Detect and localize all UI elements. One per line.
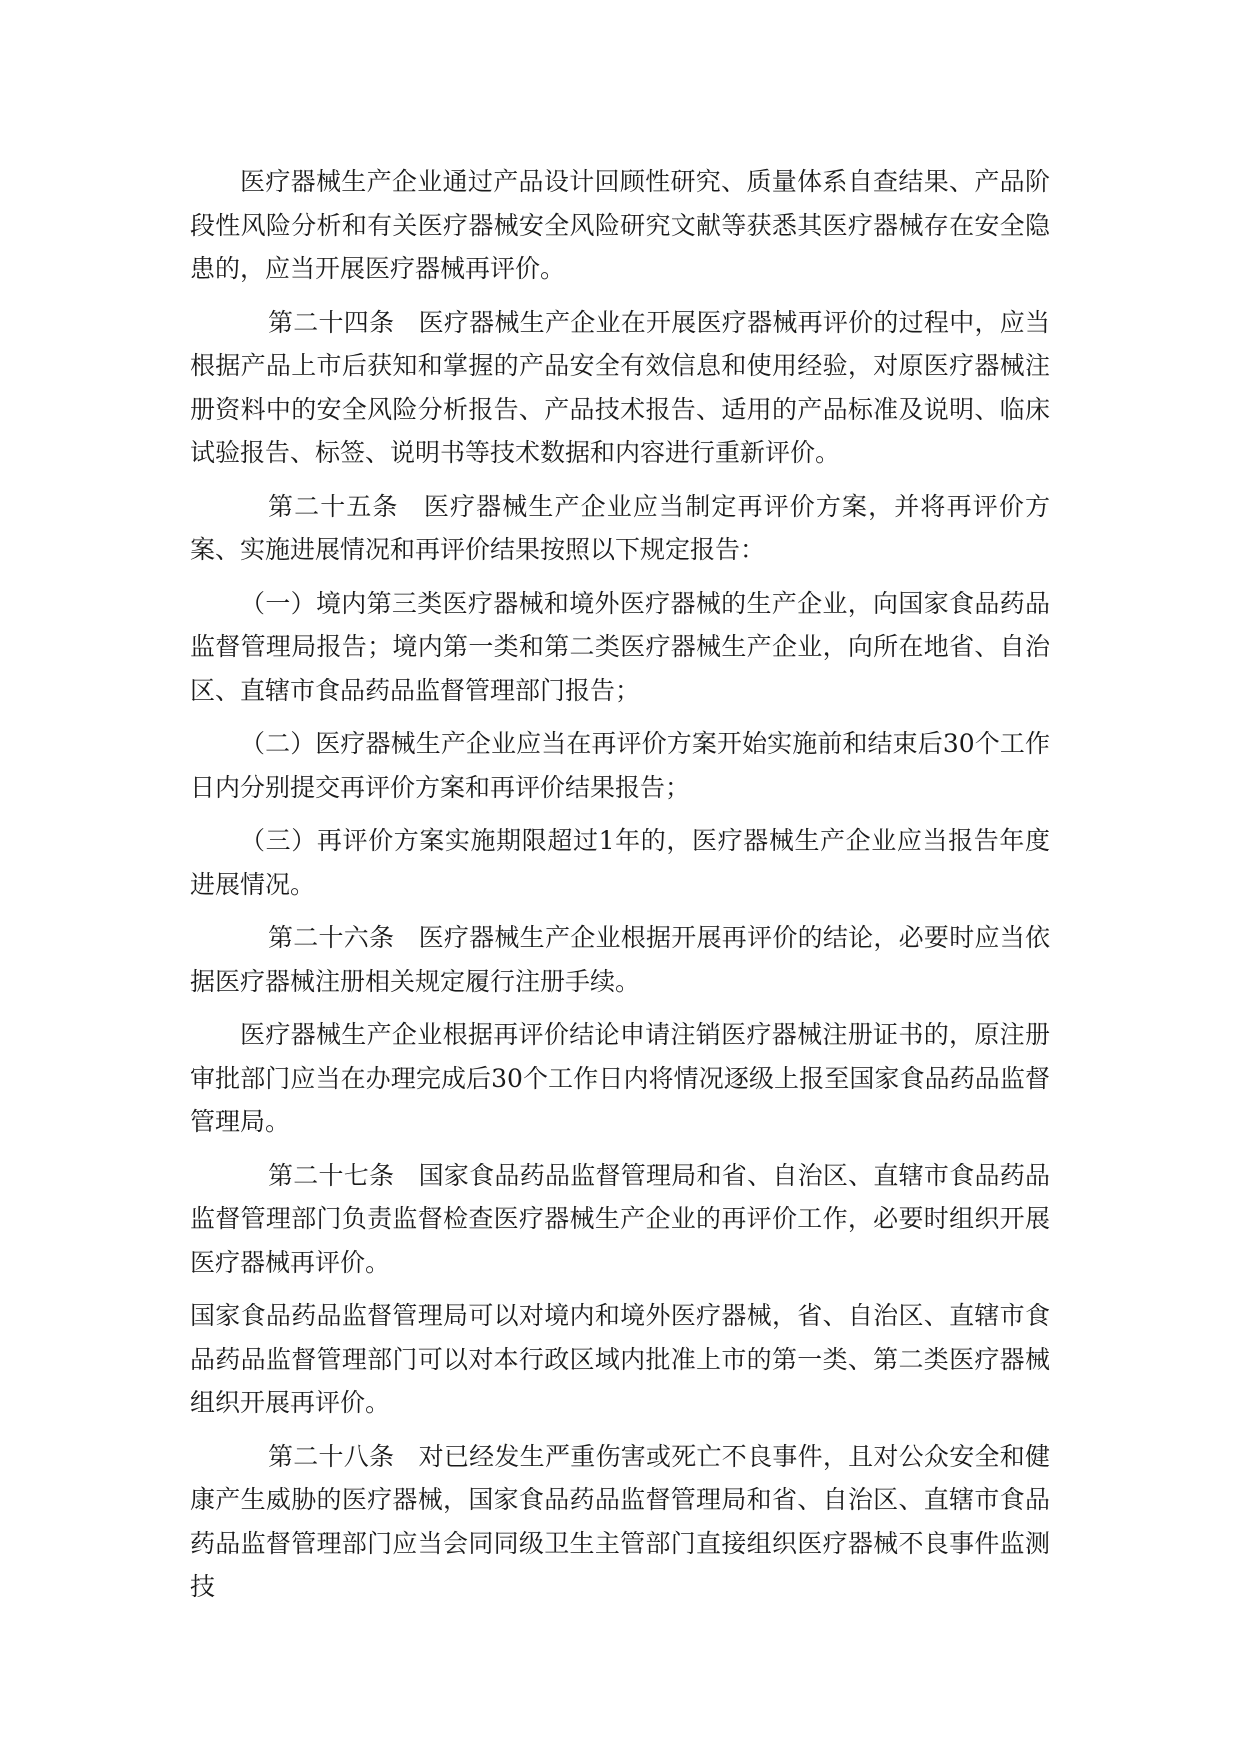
paragraph [190, 722, 1050, 809]
paragraph-text: （二）医疗器械生产企业应当在再评价方案开始实施前和结束后30个工作日内分别提交再评价方案和再评价结果报告； [190, 729, 1050, 802]
article-heading: 第二十七条 [268, 1160, 395, 1190]
paragraph-text: 医疗器械生产企业根据再评价结论申请注销医疗器械注册证书的，原注册审批部门应当在办理完成后30个工作日内将情况逐级上报至国家食品药品监督管理局。 [190, 1020, 1050, 1136]
article-heading: 第二十八条 [268, 1441, 395, 1471]
article-heading: 第二十五条 [268, 491, 399, 521]
paragraph-text: 医疗器械生产企业应当制定再评价方案，并将再评价方案、实施进展情况和再评价结果按照以下规定报告： [190, 491, 1050, 564]
paragraph [190, 819, 1050, 906]
paragraph [190, 582, 1050, 713]
paragraph [190, 1294, 1050, 1425]
paragraph [190, 1154, 1050, 1285]
paragraph-text: （一）境内第三类医疗器械和境外医疗器械的生产企业，向国家食品药品监督管理局报告；境内第一类和第二类医疗器械生产企业，向所在地省、自治区、直辖市食品药品监督管理部门报告； [190, 588, 1050, 705]
paragraph-text: 医疗器械生产企业通过产品设计回顾性研究、质量体系自查结果、产品阶段性风险分析和有关医疗器械安全风险研究文献等获悉其医疗器械存在安全隐患的，应当开展医疗器械再评价。 [190, 167, 1050, 283]
paragraph [190, 301, 1050, 475]
paragraph-text: 医疗器械生产企业在开展医疗器械再评价的过程中，应当根据产品上市后获知和掌握的产品安全有效信息和使用经验，对原医疗器械注册资料中的安全风险分析报告、产品技术报告、适用的产品标准及说明、临床试验报告、标签、说明书等技术数据和内容进行重新评价。 [190, 307, 1050, 467]
document-body [190, 160, 1050, 1619]
paragraph-text: 国家食品药品监督管理局和省、自治区、直辖市食品药品监督管理部门负责监督检查医疗器械生产企业的再评价工作，必要时组织开展医疗器械再评价。 [190, 1160, 1050, 1277]
paragraph [190, 1435, 1050, 1609]
paragraph-text: 医疗器械生产企业根据开展再评价的结论，必要时应当依据医疗器械注册相关规定履行注册手续。 [190, 923, 1050, 996]
paragraph-text: （三）再评价方案实施期限超过1年的，医疗器械生产企业应当报告年度进展情况。 [190, 826, 1050, 899]
article-heading: 第二十六条 [268, 923, 395, 952]
paragraph [190, 485, 1050, 572]
article-heading: 第二十四条 [268, 307, 395, 337]
paragraph-text: 国家食品药品监督管理局可以对境内和境外医疗器械，省、自治区、直辖市食品药品监督管理部门可以对本行政区域内批准上市的第一类、第二类医疗器械组织开展再评价。 [190, 1301, 1050, 1417]
paragraph [190, 916, 1050, 1003]
paragraph [190, 1013, 1050, 1144]
paragraph-text: 对已经发生严重伤害或死亡不良事件，且对公众安全和健康产生威胁的医疗器械，国家食品药品监督管理局和省、自治区、直辖市食品药品监督管理部门应当会同同级卫生主管部门直接组织医疗器械不良事件监测技 [190, 1441, 1050, 1601]
paragraph [190, 160, 1050, 291]
